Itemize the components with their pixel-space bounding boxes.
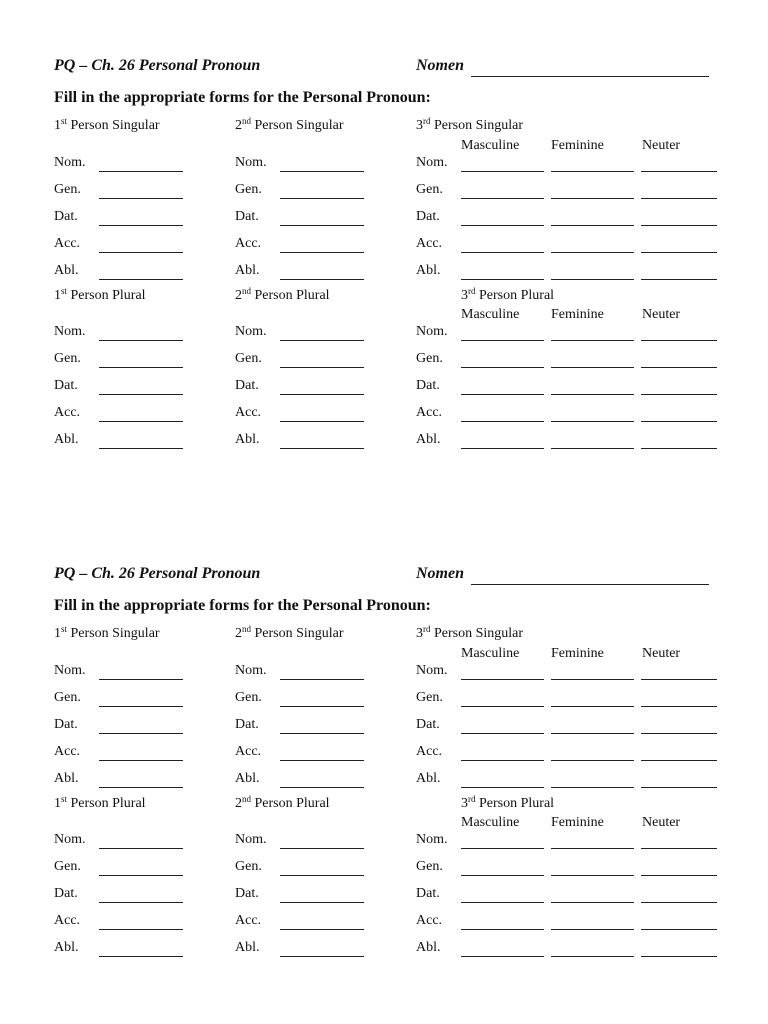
person-number: 3 bbox=[461, 288, 468, 303]
case-label-gen: Gen. bbox=[416, 859, 443, 874]
answer-blank-nom[interactable] bbox=[99, 340, 183, 341]
answer-blank-abl-masculine[interactable] bbox=[461, 787, 544, 788]
answer-blank-dat-masculine[interactable] bbox=[461, 394, 544, 395]
case-label-dat: Dat. bbox=[235, 209, 259, 224]
case-label-abl: Abl. bbox=[416, 771, 441, 786]
answer-blank-nom-neuter[interactable] bbox=[641, 848, 717, 849]
answer-blank-dat-neuter[interactable] bbox=[641, 225, 717, 226]
answer-blank-nom-masculine[interactable] bbox=[461, 848, 544, 849]
case-label-dat: Dat. bbox=[54, 209, 78, 224]
answer-blank-acc-masculine[interactable] bbox=[461, 760, 544, 761]
gender-header-feminine: Feminine bbox=[551, 307, 604, 322]
case-label-abl: Abl. bbox=[54, 263, 79, 278]
person-number: 3 bbox=[461, 796, 468, 811]
case-label-nom: Nom. bbox=[416, 324, 448, 339]
group-label: Person Singular bbox=[254, 118, 344, 133]
answer-blank-dat[interactable] bbox=[280, 394, 364, 395]
case-label-acc: Acc. bbox=[416, 913, 443, 928]
worksheet-2 bbox=[0, 508, 768, 955]
group-title-3rd-person-singular bbox=[416, 626, 523, 642]
person-number: 1 bbox=[54, 796, 61, 811]
answer-blank-acc-feminine[interactable] bbox=[551, 929, 634, 930]
nomen-label: Nomen bbox=[416, 565, 464, 582]
gender-header-feminine: Feminine bbox=[551, 815, 604, 830]
person-number: 1 bbox=[54, 288, 61, 303]
gender-header-feminine: Feminine bbox=[551, 646, 604, 661]
case-label-acc: Acc. bbox=[416, 236, 443, 251]
case-label-gen: Gen. bbox=[54, 351, 81, 366]
answer-blank-abl-feminine[interactable] bbox=[551, 279, 634, 280]
case-label-acc: Acc. bbox=[54, 744, 81, 759]
case-label-acc: Acc. bbox=[54, 405, 81, 420]
gender-header-masculine: Masculine bbox=[461, 307, 520, 322]
group-title-2nd-person-singular bbox=[235, 118, 344, 134]
case-label-nom: Nom. bbox=[54, 832, 86, 847]
answer-blank-nom[interactable] bbox=[280, 171, 364, 172]
answer-blank-gen[interactable] bbox=[280, 875, 364, 876]
case-label-abl: Abl. bbox=[235, 263, 260, 278]
answer-blank-dat-neuter[interactable] bbox=[641, 733, 717, 734]
answer-blank-acc[interactable] bbox=[99, 760, 183, 761]
case-label-nom: Nom. bbox=[235, 155, 267, 170]
nomen-name-field[interactable] bbox=[471, 570, 709, 585]
answer-blank-nom[interactable] bbox=[280, 848, 364, 849]
answer-blank-gen-neuter[interactable] bbox=[641, 367, 717, 368]
answer-blank-acc[interactable] bbox=[99, 421, 183, 422]
ordinal-suffix: st bbox=[61, 286, 68, 296]
gender-header-feminine: Feminine bbox=[551, 138, 604, 153]
group-title-2nd-person-plural bbox=[235, 288, 330, 304]
case-label-abl: Abl. bbox=[416, 432, 441, 447]
group-title-2nd-person-plural bbox=[235, 796, 330, 812]
answer-blank-abl[interactable] bbox=[99, 448, 183, 449]
answer-blank-abl[interactable] bbox=[280, 787, 364, 788]
gender-header-masculine: Masculine bbox=[461, 815, 520, 830]
answer-blank-acc[interactable] bbox=[280, 929, 364, 930]
case-label-abl: Abl. bbox=[416, 263, 441, 278]
answer-blank-gen[interactable] bbox=[99, 706, 183, 707]
person-number: 2 bbox=[235, 118, 242, 133]
case-label-acc: Acc. bbox=[235, 744, 262, 759]
answer-blank-gen-feminine[interactable] bbox=[551, 706, 634, 707]
answer-blank-nom-feminine[interactable] bbox=[551, 848, 634, 849]
answer-blank-nom[interactable] bbox=[99, 679, 183, 680]
case-label-nom: Nom. bbox=[416, 663, 448, 678]
worksheet-title: PQ – Ch. 26 Personal Pronoun bbox=[54, 565, 261, 582]
answer-blank-nom[interactable] bbox=[280, 679, 364, 680]
case-label-abl: Abl. bbox=[235, 940, 260, 955]
answer-blank-gen[interactable] bbox=[280, 198, 364, 199]
case-label-gen: Gen. bbox=[54, 859, 81, 874]
case-label-gen: Gen. bbox=[235, 690, 262, 705]
answer-blank-nom-feminine[interactable] bbox=[551, 679, 634, 680]
gender-header-neuter: Neuter bbox=[642, 646, 681, 661]
answer-blank-nom-masculine[interactable] bbox=[461, 171, 544, 172]
group-label: Person Singular bbox=[434, 626, 524, 641]
answer-blank-dat-masculine[interactable] bbox=[461, 902, 544, 903]
case-label-dat: Dat. bbox=[54, 378, 78, 393]
answer-blank-abl[interactable] bbox=[99, 956, 183, 957]
ordinal-suffix: nd bbox=[242, 286, 251, 296]
group-title-1st-person-singular bbox=[54, 118, 160, 134]
group-label: Person Plural bbox=[479, 796, 555, 811]
case-label-nom: Nom. bbox=[54, 155, 86, 170]
answer-blank-abl-masculine[interactable] bbox=[461, 279, 544, 280]
group-label: Person Singular bbox=[70, 118, 160, 133]
answer-blank-dat-neuter[interactable] bbox=[641, 394, 717, 395]
answer-blank-abl-masculine[interactable] bbox=[461, 448, 544, 449]
group-label: Person Plural bbox=[254, 796, 330, 811]
answer-blank-nom-masculine[interactable] bbox=[461, 679, 544, 680]
answer-blank-abl-feminine[interactable] bbox=[551, 787, 634, 788]
answer-blank-acc-neuter[interactable] bbox=[641, 421, 717, 422]
ordinal-suffix: st bbox=[61, 794, 68, 804]
case-label-abl: Abl. bbox=[235, 432, 260, 447]
case-label-dat: Dat. bbox=[416, 886, 440, 901]
answer-blank-dat[interactable] bbox=[280, 225, 364, 226]
group-title-1st-person-plural bbox=[54, 796, 146, 812]
answer-blank-abl[interactable] bbox=[280, 956, 364, 957]
answer-blank-acc-neuter[interactable] bbox=[641, 929, 717, 930]
case-label-gen: Gen. bbox=[235, 859, 262, 874]
ordinal-suffix: nd bbox=[242, 116, 251, 126]
case-label-acc: Acc. bbox=[54, 236, 81, 251]
case-label-gen: Gen. bbox=[235, 182, 262, 197]
answer-blank-abl-masculine[interactable] bbox=[461, 956, 544, 957]
answer-blank-abl[interactable] bbox=[99, 787, 183, 788]
answer-blank-dat-feminine[interactable] bbox=[551, 225, 634, 226]
case-label-abl: Abl. bbox=[235, 771, 260, 786]
case-label-dat: Dat. bbox=[54, 717, 78, 732]
person-number: 1 bbox=[54, 626, 61, 641]
answer-blank-gen-masculine[interactable] bbox=[461, 875, 544, 876]
group-label: Person Plural bbox=[70, 796, 146, 811]
group-label: Person Plural bbox=[70, 288, 146, 303]
answer-blank-abl-neuter[interactable] bbox=[641, 956, 717, 957]
person-number: 1 bbox=[54, 118, 61, 133]
answer-blank-nom-masculine[interactable] bbox=[461, 340, 544, 341]
gender-header-masculine: Masculine bbox=[461, 646, 520, 661]
instructions-text: Fill in the appropriate forms for the Personal Pronoun: bbox=[54, 597, 431, 614]
case-label-nom: Nom. bbox=[54, 324, 86, 339]
person-number: 3 bbox=[416, 626, 423, 641]
answer-blank-gen-feminine[interactable] bbox=[551, 198, 634, 199]
answer-blank-dat-feminine[interactable] bbox=[551, 394, 634, 395]
group-label: Person Plural bbox=[479, 288, 555, 303]
ordinal-suffix: st bbox=[61, 624, 68, 634]
answer-blank-abl[interactable] bbox=[280, 279, 364, 280]
answer-blank-nom[interactable] bbox=[99, 171, 183, 172]
answer-blank-abl-neuter[interactable] bbox=[641, 787, 717, 788]
case-label-dat: Dat. bbox=[235, 717, 259, 732]
case-label-dat: Dat. bbox=[416, 378, 440, 393]
case-label-abl: Abl. bbox=[54, 432, 79, 447]
group-title-1st-person-plural bbox=[54, 288, 146, 304]
case-label-nom: Nom. bbox=[235, 832, 267, 847]
case-label-abl: Abl. bbox=[54, 940, 79, 955]
case-label-nom: Nom. bbox=[235, 324, 267, 339]
case-label-dat: Dat. bbox=[54, 886, 78, 901]
answer-blank-abl-feminine[interactable] bbox=[551, 956, 634, 957]
gender-header-masculine: Masculine bbox=[461, 138, 520, 153]
answer-blank-dat[interactable] bbox=[99, 394, 183, 395]
answer-blank-gen[interactable] bbox=[99, 875, 183, 876]
answer-blank-acc[interactable] bbox=[280, 760, 364, 761]
answer-blank-gen[interactable] bbox=[280, 367, 364, 368]
answer-blank-dat[interactable] bbox=[99, 225, 183, 226]
answer-blank-abl-neuter[interactable] bbox=[641, 279, 717, 280]
group-label: Person Singular bbox=[254, 626, 344, 641]
group-title-3rd-person-singular bbox=[416, 118, 523, 134]
answer-blank-dat-feminine[interactable] bbox=[551, 902, 634, 903]
answer-blank-acc-neuter[interactable] bbox=[641, 760, 717, 761]
case-label-dat: Dat. bbox=[235, 378, 259, 393]
case-label-acc: Acc. bbox=[416, 744, 443, 759]
case-label-gen: Gen. bbox=[416, 351, 443, 366]
answer-blank-nom-neuter[interactable] bbox=[641, 340, 717, 341]
case-label-abl: Abl. bbox=[54, 771, 79, 786]
nomen-name-field[interactable] bbox=[471, 62, 709, 77]
answer-blank-gen-feminine[interactable] bbox=[551, 367, 634, 368]
answer-blank-gen[interactable] bbox=[280, 706, 364, 707]
answer-blank-abl-feminine[interactable] bbox=[551, 448, 634, 449]
answer-blank-gen-masculine[interactable] bbox=[461, 367, 544, 368]
person-number: 2 bbox=[235, 796, 242, 811]
answer-blank-dat-masculine[interactable] bbox=[461, 225, 544, 226]
person-number: 3 bbox=[416, 118, 423, 133]
answer-blank-gen-neuter[interactable] bbox=[641, 875, 717, 876]
answer-blank-acc-feminine[interactable] bbox=[551, 760, 634, 761]
answer-blank-gen-neuter[interactable] bbox=[641, 198, 717, 199]
answer-blank-acc-masculine[interactable] bbox=[461, 421, 544, 422]
instructions-text: Fill in the appropriate forms for the Personal Pronoun: bbox=[54, 89, 431, 106]
group-title-1st-person-singular bbox=[54, 626, 160, 642]
case-label-acc: Acc. bbox=[235, 236, 262, 251]
group-label: Person Singular bbox=[434, 118, 524, 133]
case-label-gen: Gen. bbox=[235, 351, 262, 366]
ordinal-suffix: rd bbox=[468, 794, 476, 804]
answer-blank-dat[interactable] bbox=[280, 902, 364, 903]
answer-blank-acc[interactable] bbox=[99, 252, 183, 253]
group-title-2nd-person-singular bbox=[235, 626, 344, 642]
group-label: Person Plural bbox=[254, 288, 330, 303]
worksheet-title: PQ – Ch. 26 Personal Pronoun bbox=[54, 57, 261, 74]
case-label-nom: Nom. bbox=[416, 832, 448, 847]
case-label-acc: Acc. bbox=[416, 405, 443, 420]
group-title-3rd-person-plural bbox=[461, 796, 554, 812]
answer-blank-acc-masculine[interactable] bbox=[461, 252, 544, 253]
nomen-label: Nomen bbox=[416, 57, 464, 74]
answer-blank-gen-feminine[interactable] bbox=[551, 875, 634, 876]
person-number: 2 bbox=[235, 288, 242, 303]
worksheet-1 bbox=[0, 0, 768, 447]
person-number: 2 bbox=[235, 626, 242, 641]
case-label-gen: Gen. bbox=[416, 690, 443, 705]
case-label-dat: Dat. bbox=[416, 209, 440, 224]
case-label-acc: Acc. bbox=[235, 405, 262, 420]
answer-blank-nom-neuter[interactable] bbox=[641, 679, 717, 680]
answer-blank-gen[interactable] bbox=[99, 198, 183, 199]
answer-blank-gen-neuter[interactable] bbox=[641, 706, 717, 707]
ordinal-suffix: rd bbox=[468, 286, 476, 296]
answer-blank-nom-feminine[interactable] bbox=[551, 171, 634, 172]
ordinal-suffix: st bbox=[61, 116, 68, 126]
answer-blank-acc-masculine[interactable] bbox=[461, 929, 544, 930]
case-label-nom: Nom. bbox=[416, 155, 448, 170]
case-label-gen: Gen. bbox=[54, 690, 81, 705]
answer-blank-acc-neuter[interactable] bbox=[641, 252, 717, 253]
case-label-dat: Dat. bbox=[235, 886, 259, 901]
case-label-nom: Nom. bbox=[235, 663, 267, 678]
answer-blank-dat-masculine[interactable] bbox=[461, 733, 544, 734]
answer-blank-dat-neuter[interactable] bbox=[641, 902, 717, 903]
answer-blank-acc[interactable] bbox=[280, 252, 364, 253]
case-label-gen: Gen. bbox=[54, 182, 81, 197]
case-label-acc: Acc. bbox=[235, 913, 262, 928]
gender-header-neuter: Neuter bbox=[642, 138, 681, 153]
case-label-abl: Abl. bbox=[416, 940, 441, 955]
answer-blank-gen-masculine[interactable] bbox=[461, 706, 544, 707]
group-label: Person Singular bbox=[70, 626, 160, 641]
answer-blank-abl[interactable] bbox=[99, 279, 183, 280]
answer-blank-acc-feminine[interactable] bbox=[551, 421, 634, 422]
answer-blank-nom-feminine[interactable] bbox=[551, 340, 634, 341]
answer-blank-dat[interactable] bbox=[99, 902, 183, 903]
case-label-acc: Acc. bbox=[54, 913, 81, 928]
ordinal-suffix: nd bbox=[242, 624, 251, 634]
answer-blank-nom-neuter[interactable] bbox=[641, 171, 717, 172]
ordinal-suffix: nd bbox=[242, 794, 251, 804]
answer-blank-abl[interactable] bbox=[280, 448, 364, 449]
gender-header-neuter: Neuter bbox=[642, 307, 681, 322]
answer-blank-nom[interactable] bbox=[280, 340, 364, 341]
answer-blank-dat-feminine[interactable] bbox=[551, 733, 634, 734]
group-title-3rd-person-plural bbox=[461, 288, 554, 304]
case-label-nom: Nom. bbox=[54, 663, 86, 678]
answer-blank-acc-feminine[interactable] bbox=[551, 252, 634, 253]
answer-blank-nom[interactable] bbox=[99, 848, 183, 849]
answer-blank-gen[interactable] bbox=[99, 367, 183, 368]
answer-blank-dat[interactable] bbox=[99, 733, 183, 734]
ordinal-suffix: rd bbox=[423, 116, 431, 126]
answer-blank-dat[interactable] bbox=[280, 733, 364, 734]
ordinal-suffix: rd bbox=[423, 624, 431, 634]
answer-blank-abl-neuter[interactable] bbox=[641, 448, 717, 449]
answer-blank-acc[interactable] bbox=[99, 929, 183, 930]
answer-blank-acc[interactable] bbox=[280, 421, 364, 422]
case-label-dat: Dat. bbox=[416, 717, 440, 732]
gender-header-neuter: Neuter bbox=[642, 815, 681, 830]
case-label-gen: Gen. bbox=[416, 182, 443, 197]
answer-blank-gen-masculine[interactable] bbox=[461, 198, 544, 199]
